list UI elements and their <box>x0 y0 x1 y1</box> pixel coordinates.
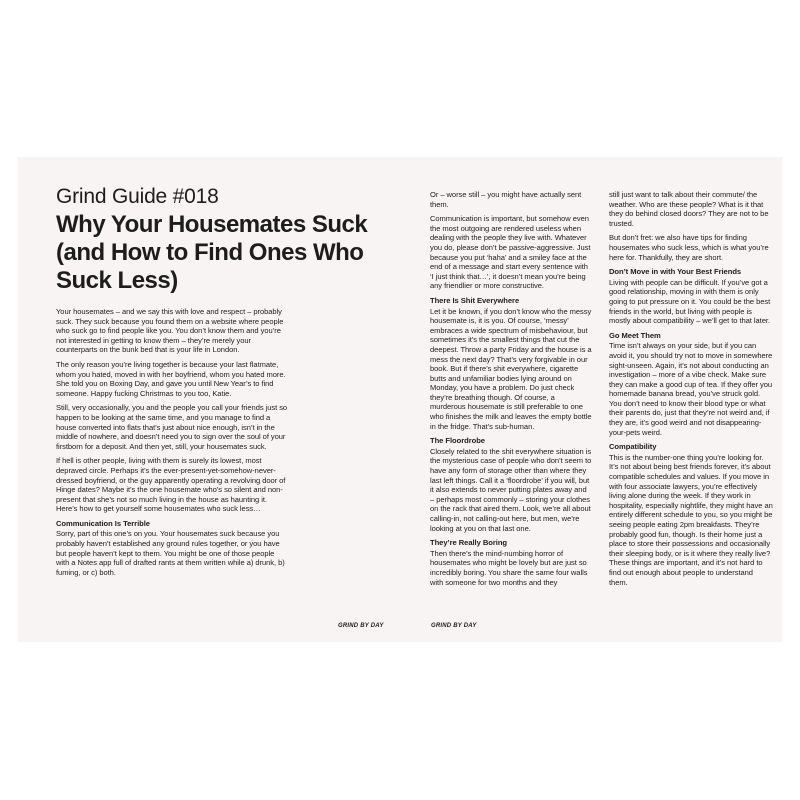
article-headline: Why Your Housemates Suck (and How to Find Ones Who Suck Less) <box>56 211 368 294</box>
section-heading: Communication Is Terrible <box>56 518 150 528</box>
body-paragraph: Time isn’t always on your side, but if you can avoid it, you should try not to move in somewhere sight-unseen. Again, it’s not about conducting an investigation – more of a vibe check. Make sure they can make a good cup of tea. If they offer you homemade banana bread, you’ve struck gold. You don’t need to know their blood type or what their parents do, just that they’re not weird and, if they are, it’s good weird and not disappearing-your-pets weird. <box>609 341 773 437</box>
body-paragraph: This is the number-one thing you’re looking for. It’s not about being best friends forever, it’s about compatible schedules and values. If you move in with four associate lawyers, you’re effectively living alone during the week. If they work in hospitality, especially nightlife, they might have an entirely different schedule to you, so you might be seeing people eating 2pm breakfasts. They’re probably good fun, though. Is their home just a place to store their possessions and occasionally their sleeping body, or is it where they really live? These things are important, and it’s not hard to find out enough about people to understand them. <box>609 452 773 587</box>
section-heading: They’re Really Boring <box>430 538 508 548</box>
body-paragraph: But don’t fret: we also have tips for finding housemates who suck less, which is what you’re here for. Thankfully, they are short. <box>609 233 769 262</box>
right-column-2 <box>609 190 773 592</box>
section-heading: Compatibility <box>609 442 657 452</box>
section-heading: Go Meet Them <box>609 330 661 340</box>
page-folio: GRIND BY DAY <box>431 623 477 629</box>
body-paragraph: Communication is important, but somehow even the most outgoing are rendered useless when dealing with the people they live with. Whatever you do, please don’t be passive-aggressive. Just because you put ‘haha’ and a smiley face at the end of a message and start every sentence with ‘I just think that…’, it doesn’t mean you’re being any friendlier or more constructive. <box>430 214 591 291</box>
body-paragraph: If hell is other people, living with them is surely its lowest, most depraved circle. Perhaps it’s the ever-present-yet-somehow-never-dressed boyfriend, or the guy apparently operating a revolving door of Hinge dates? Maybe it’s the one housemate who’s so silent and non-present that she’s not so much living in the house as haunting it. Here’s how to get yourself some housemates who suck less… <box>56 456 286 514</box>
page-folio: GRIND BY DAY <box>338 623 384 629</box>
body-paragraph: Let it be known, if you don’t know who the messy housemate is, it is you. Of course, ‘messy’ embraces a wide spectrum of misbehaviour, but sometimes it’s the smallest things that cut the deepest. Throw a party Friday and the house is a mess the next day? That’s very forgivable in our book. But if there’s shit everywhere, cigarette butts and unfamiliar bodies lying around on Monday, you have a problem. Do just check they’re breathing though. Of course, a murderous housemate is still preferable to one who finishes the milk and leaves the empty bottle in the fridge. That’s sub-human. <box>430 306 592 431</box>
left-body-column <box>56 307 288 582</box>
body-paragraph: still just want to talk about their commute/ the weather. Who are these people? What is it that they do behind closed doors? They are not to be trusted. <box>609 190 769 228</box>
left-page <box>18 157 400 642</box>
section-heading: There Is Shit Everywhere <box>430 295 520 305</box>
body-paragraph: The only reason you’re living together is because your last flatmate, whom you hated, moved in with her boyfriend, whom you hated more. She told you on Boxing Day, and gave you until New Year’s to find someone. Happy fucking Christmas to you too, Katie. <box>56 359 286 398</box>
body-paragraph: Your housemates – and we say this with love and respect – probably suck. They suck because you found them on a website where people who suck go to find people like you. You don’t know them and you’re not interested in getting to know them – they’re merely your counterparts on the bunk bed that is your life in London. <box>56 307 284 355</box>
body-paragraph: Then there’s the mind-numbing horror of housemates who might be lovely but are just so incredibly boring. You share the same four walls with someone for two months and they <box>430 548 588 587</box>
body-paragraph: Still, very occasionally, you and the people you call your friends just so happen to be looking at the same time, and you manage to find a house converted into flats that’s just about nice enough, isn’t in the middle of nowhere, and doesn’t need you to sign over the soul of your firstborn for a deposit. And then yet, still, your housemates suck. <box>56 403 288 451</box>
body-paragraph: Sorry, part of this one’s on you. Your housemates suck because you probably haven’t established any ground rules together, or you have but people haven’t kept to them. You might be one of those people with a Notes app full of drafted rants at them written while a) drunk, b) fuming, or c) both. <box>56 529 285 577</box>
body-paragraph: Living with people can be difficult. If you’ve got a good relationship, moving in with them is only going to put pressure on it. You could be the best friends in the world, but living with people is mostly about compatibility – we’ll get to that later. <box>609 277 771 326</box>
right-column-1 <box>430 190 592 592</box>
right-page <box>400 157 782 642</box>
body-paragraph: Closely related to the shit everywhere situation is the mysterious case of people who don’t seem to have any form of storage other than where they last left things. Call it a ‘floordrobe’ if you will, but it also extends to never putting plates away and – perhaps most commonly – storing your clothes on the rack that aired them. Look, we’re all about calling-in, not calling-out here, but men, we’re looking at you on that last one. <box>430 446 592 533</box>
section-heading: The Floordrobe <box>430 436 485 446</box>
section-heading: Don’t Move in with Your Best Friends <box>609 267 742 277</box>
body-paragraph: Or – worse still – you might have actually sent them. <box>430 190 582 209</box>
series-title: Grind Guide #018 <box>56 185 219 208</box>
book-spread <box>18 157 782 642</box>
